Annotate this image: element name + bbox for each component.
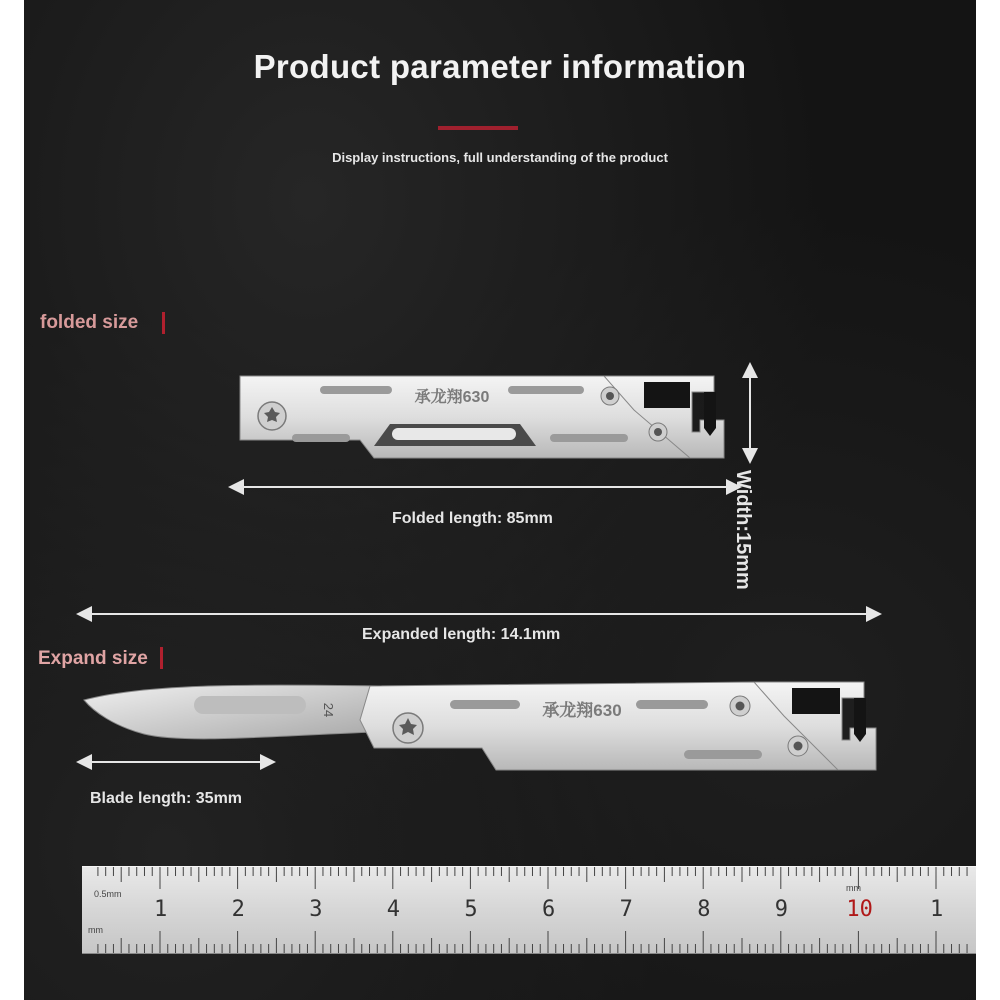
folded-section-label: folded size [40, 312, 139, 333]
ruler-number: 2 [231, 897, 245, 922]
knife-drawings [24, 0, 976, 1000]
page-subtitle: Display instructions, full understanding of the product [332, 150, 668, 165]
expanded-engraving: 承龙翔630 [542, 701, 622, 720]
blade-number: 24 [321, 702, 336, 718]
width-label: Width:15mm [732, 470, 754, 590]
ruler-number: 6 [542, 897, 556, 922]
expanded-length-label: Expanded length: 14.1mm [362, 626, 561, 643]
expanded-knife [84, 682, 876, 770]
folded-length-label: Folded length: 85mm [392, 510, 553, 527]
ruler-unit-bottom: mm [88, 925, 103, 935]
ruler-number: 7 [619, 897, 633, 922]
ruler-number: 3 [309, 897, 323, 922]
ruler-number: 10 [846, 897, 873, 922]
ruler-number: 8 [697, 897, 711, 922]
ruler-ticks [82, 867, 976, 953]
expanded-section-label: Expand size [38, 648, 148, 669]
ruler-number: 5 [464, 897, 478, 922]
ruler-number: 4 [386, 897, 401, 922]
blade-length-label: Blade length: 35mm [90, 790, 243, 807]
ruler-number: 9 [774, 897, 789, 922]
ruler-unit-top: 0.5mm [94, 889, 122, 899]
page-title: Product parameter information [253, 48, 747, 85]
folded-engraving: 承龙翔630 [414, 389, 490, 406]
ruler [82, 866, 976, 954]
ruler-number: 1 [930, 897, 944, 922]
ruler-number: 1 [154, 897, 168, 922]
product-image [24, 0, 976, 1000]
ruler-unit-right: mm [846, 883, 861, 893]
